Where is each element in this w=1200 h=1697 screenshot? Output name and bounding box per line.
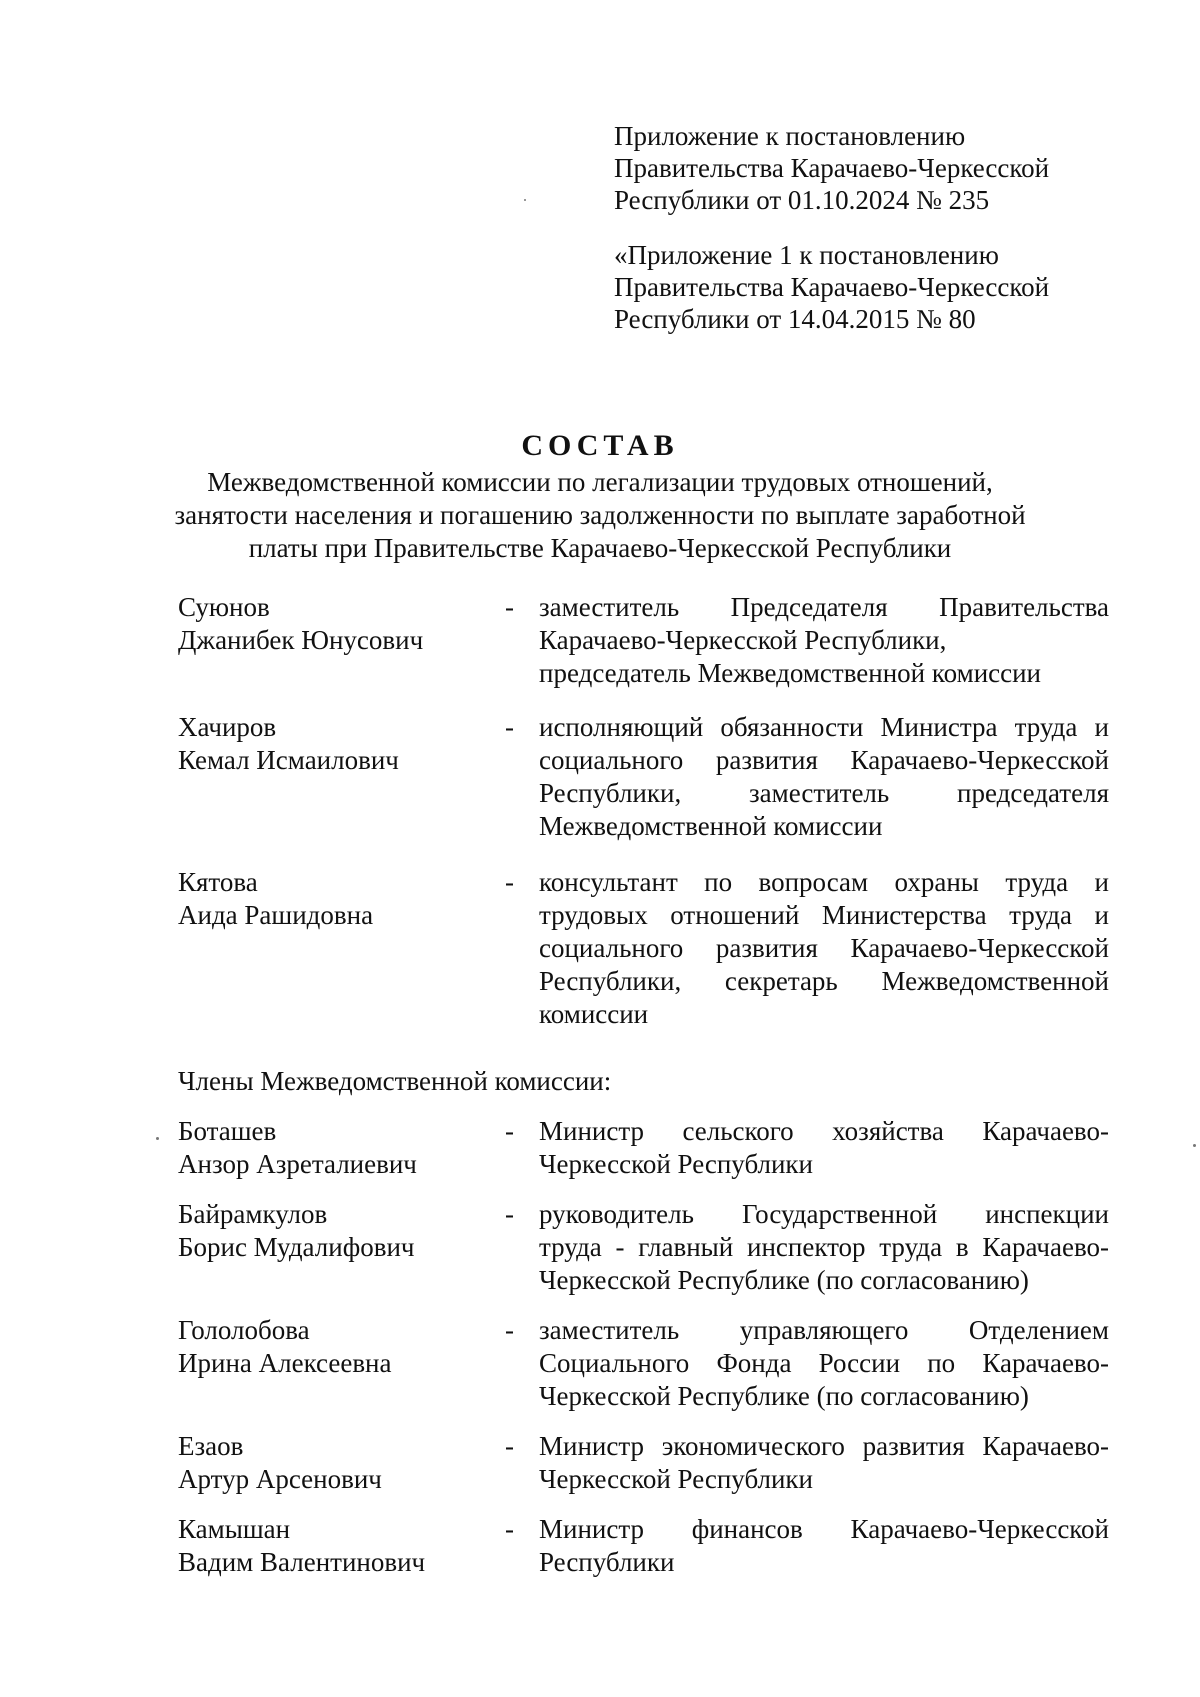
person-name xyxy=(178,1430,478,1496)
role-line: консультант по вопросам охраны труда и xyxy=(539,867,1109,897)
appendix-reference-original xyxy=(614,239,1049,335)
surname: Суюнов xyxy=(178,592,270,622)
appendix-line: Республики от 01.10.2024 № 235 xyxy=(614,185,990,215)
person-role xyxy=(539,866,1109,1031)
person-name xyxy=(178,711,478,777)
role-line: Социального Фонда России по Карачаево- xyxy=(539,1348,1109,1378)
separator-dash: - xyxy=(505,1514,514,1544)
person-role xyxy=(539,1314,1109,1413)
role-line: трудовых отношений Министерства труда и xyxy=(539,900,1109,930)
surname: Хачиров xyxy=(178,712,277,742)
role-line: Черкесской Республики xyxy=(539,1464,813,1494)
surname: Камышан xyxy=(178,1514,291,1544)
person-name xyxy=(178,1314,478,1380)
role-line: социального развития Карачаево-Черкесской xyxy=(539,745,1109,775)
given-names: Артур Арсенович xyxy=(178,1464,382,1494)
role-line: руководитель Государственной инспекции xyxy=(539,1199,1109,1229)
subtitle-line: Межведомственной комиссии по легализации трудовых отношений, xyxy=(207,467,993,497)
given-names: Аида Рашидовна xyxy=(178,900,374,930)
appendix-line: Правительства Карачаево-Черкесской xyxy=(614,272,1050,302)
appendix-line: Республики от 14.04.2015 № 80 xyxy=(614,304,976,334)
subtitle-line: занятости населения и погашению задолженности по выплате заработной xyxy=(174,500,1026,530)
role-line: Карачаево-Черкесской Республики, xyxy=(539,625,947,655)
document-title: СОСТАВ xyxy=(521,429,679,462)
person-role xyxy=(539,711,1109,843)
scan-speck xyxy=(1193,1144,1196,1147)
appendix-line: «Приложение 1 к постановлению xyxy=(614,240,999,270)
person-role xyxy=(539,1430,1109,1496)
appendix-line: Правительства Карачаево-Черкесской xyxy=(614,153,1050,183)
person-role xyxy=(539,591,1109,690)
person-role xyxy=(539,1115,1109,1181)
person-name xyxy=(178,591,478,657)
given-names: Ирина Алексеевна xyxy=(178,1348,392,1378)
scan-speck xyxy=(156,1137,159,1140)
role-line: Черкесской Республике (по согласованию) xyxy=(539,1265,1029,1295)
role-line: председатель Межведомственной комиссии xyxy=(539,658,1042,688)
given-names: Анзор Азреталиевич xyxy=(178,1149,417,1179)
surname: Боташев xyxy=(178,1116,277,1146)
role-line: Межведомственной комиссии xyxy=(539,811,883,841)
role-line: заместитель Председателя Правительства xyxy=(539,592,1109,622)
subtitle-line: платы при Правительстве Карачаево-Черкесской Республики xyxy=(248,533,952,563)
role-line: Республики, заместитель председателя xyxy=(539,778,1109,808)
separator-dash: - xyxy=(505,712,514,742)
person-name xyxy=(178,1513,478,1579)
person-role xyxy=(539,1513,1109,1579)
separator-dash: - xyxy=(505,867,514,897)
role-line: Республики xyxy=(539,1547,675,1577)
surname: Кятова xyxy=(178,867,258,897)
role-line: Министр сельского хозяйства Карачаево- xyxy=(539,1116,1109,1146)
role-line: Министр финансов Карачаево-Черкесской xyxy=(539,1514,1109,1544)
separator-dash: - xyxy=(505,1315,514,1345)
document-subtitle xyxy=(100,466,1100,565)
given-names: Вадим Валентинович xyxy=(178,1547,426,1577)
surname: Байрамкулов xyxy=(178,1199,328,1229)
role-line: труда - главный инспектор труда в Карачаево- xyxy=(539,1232,1109,1262)
surname: Езаов xyxy=(178,1431,244,1461)
scan-speck xyxy=(524,199,526,201)
separator-dash: - xyxy=(505,1199,514,1229)
person-name xyxy=(178,866,478,932)
members-heading: Члены Межведомственной комиссии: xyxy=(178,1066,612,1096)
separator-dash: - xyxy=(505,1116,514,1146)
role-line: исполняющий обязанности Министра труда и xyxy=(539,712,1109,742)
role-line: Черкесской Республики xyxy=(539,1149,813,1179)
given-names: Кемал Исмаилович xyxy=(178,745,399,775)
role-line: Республики, секретарь Межведомственной xyxy=(539,966,1109,996)
given-names: Борис Мудалифович xyxy=(178,1232,415,1262)
appendix-reference-current xyxy=(614,120,1049,216)
surname: Гололобова xyxy=(178,1315,310,1345)
role-line: социального развития Карачаево-Черкесской xyxy=(539,933,1109,963)
role-line: комиссии xyxy=(539,999,649,1029)
separator-dash: - xyxy=(505,1431,514,1461)
separator-dash: - xyxy=(505,592,514,622)
person-name xyxy=(178,1115,478,1181)
appendix-line: Приложение к постановлению xyxy=(614,121,966,151)
person-name xyxy=(178,1198,478,1264)
given-names: Джанибек Юнусович xyxy=(178,625,424,655)
role-line: заместитель управляющего Отделением xyxy=(539,1315,1109,1345)
role-line: Министр экономического развития Карачаево- xyxy=(539,1431,1109,1461)
role-line: Черкесской Республике (по согласованию) xyxy=(539,1381,1029,1411)
person-role xyxy=(539,1198,1109,1297)
